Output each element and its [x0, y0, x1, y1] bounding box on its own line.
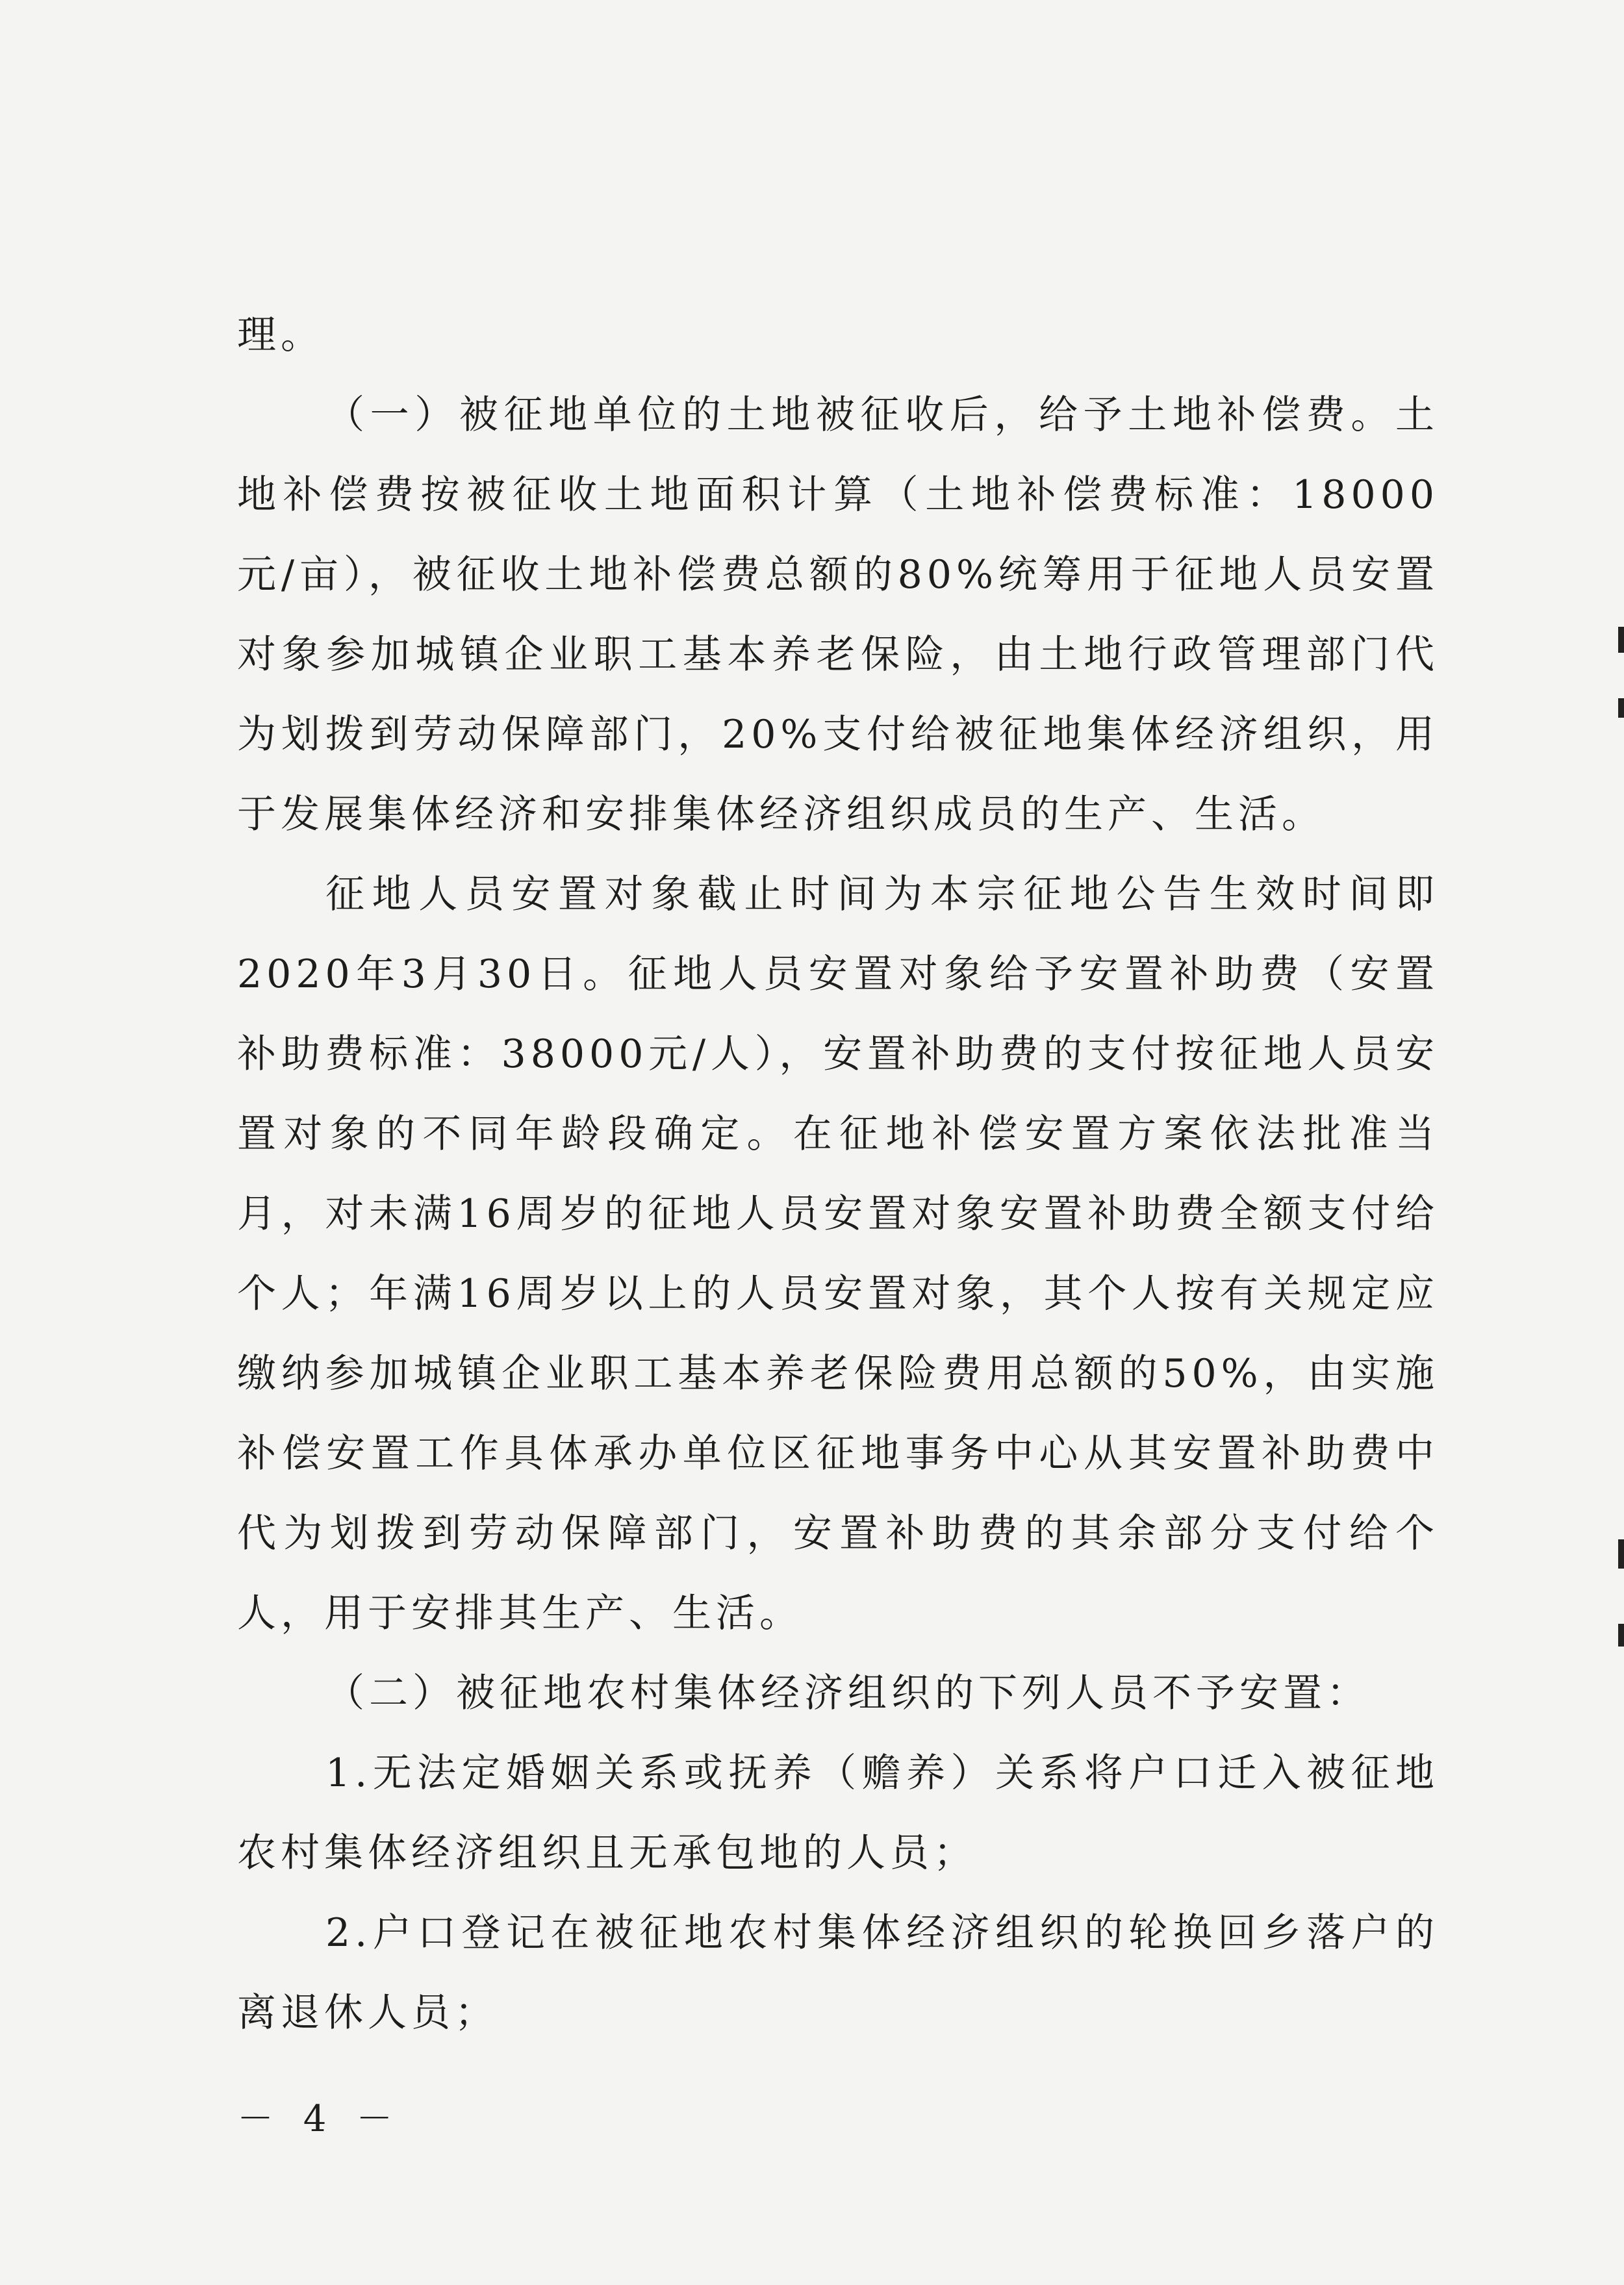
paragraph-section-two-heading: （二）被征地农村集体经济组织的下列人员不予安置：: [325, 1671, 1370, 1716]
paragraph-item-2: 2.户口登记在被征地农村集体经济组织的轮换回乡落户的离退休人员；: [237, 1910, 1439, 2036]
document-body: [237, 296, 1439, 2053]
scan-edge-mark: [1618, 1624, 1624, 1647]
scan-edge-mark: [1618, 698, 1624, 718]
page-number: － 4 －: [237, 2098, 402, 2140]
paragraph-continuation: 理。: [237, 312, 324, 358]
scan-edge-mark: [1618, 627, 1624, 653]
paragraph-item-1: 1.无法定婚姻关系或抚养（赡养）关系将户口迁入被征地农村集体经济组织且无承包地的人员；: [237, 1750, 1439, 1876]
paragraph-land-compensation: （一）被征地单位的土地被征收后，给予土地补偿费。土地补偿费按被征收土地面积计算（土地补偿费标准：18000元/亩），被征收土地补偿费总额的80%统筹用于征地人员安置对象参加城镇企业职工基本养老保险，由土地行政管理部门代为划拨到劳动保障部门，20%支付给被征地集体经济组织，用于发展集体经济和安排集体经济组织成员的生产、生活。: [237, 392, 1439, 837]
paragraph-resettlement-subsidy: 征地人员安置对象截止时间为本宗征地公告生效时间即2020年3月30日。征地人员安置对象给予安置补助费（安置补助费标准：38000元/人），安置补助费的支付按征地人员安置对象的不同年龄段确定。在征地补偿安置方案依法批准当月，对未满16周岁的征地人员安置对象安置补助费全额支付给个人；年满16周岁以上的人员安置对象，其个人按有关规定应缴纳参加城镇企业职工基本养老保险费用总额的50%，由实施补偿安置工作具体承办单位区征地事务中心从其安置补助费中代为划拨到劳动保障部门，安置补助费的其余部分支付给个人，用于安排其生产、生活。: [237, 872, 1439, 1636]
scan-edge-mark: [1618, 1539, 1624, 1569]
